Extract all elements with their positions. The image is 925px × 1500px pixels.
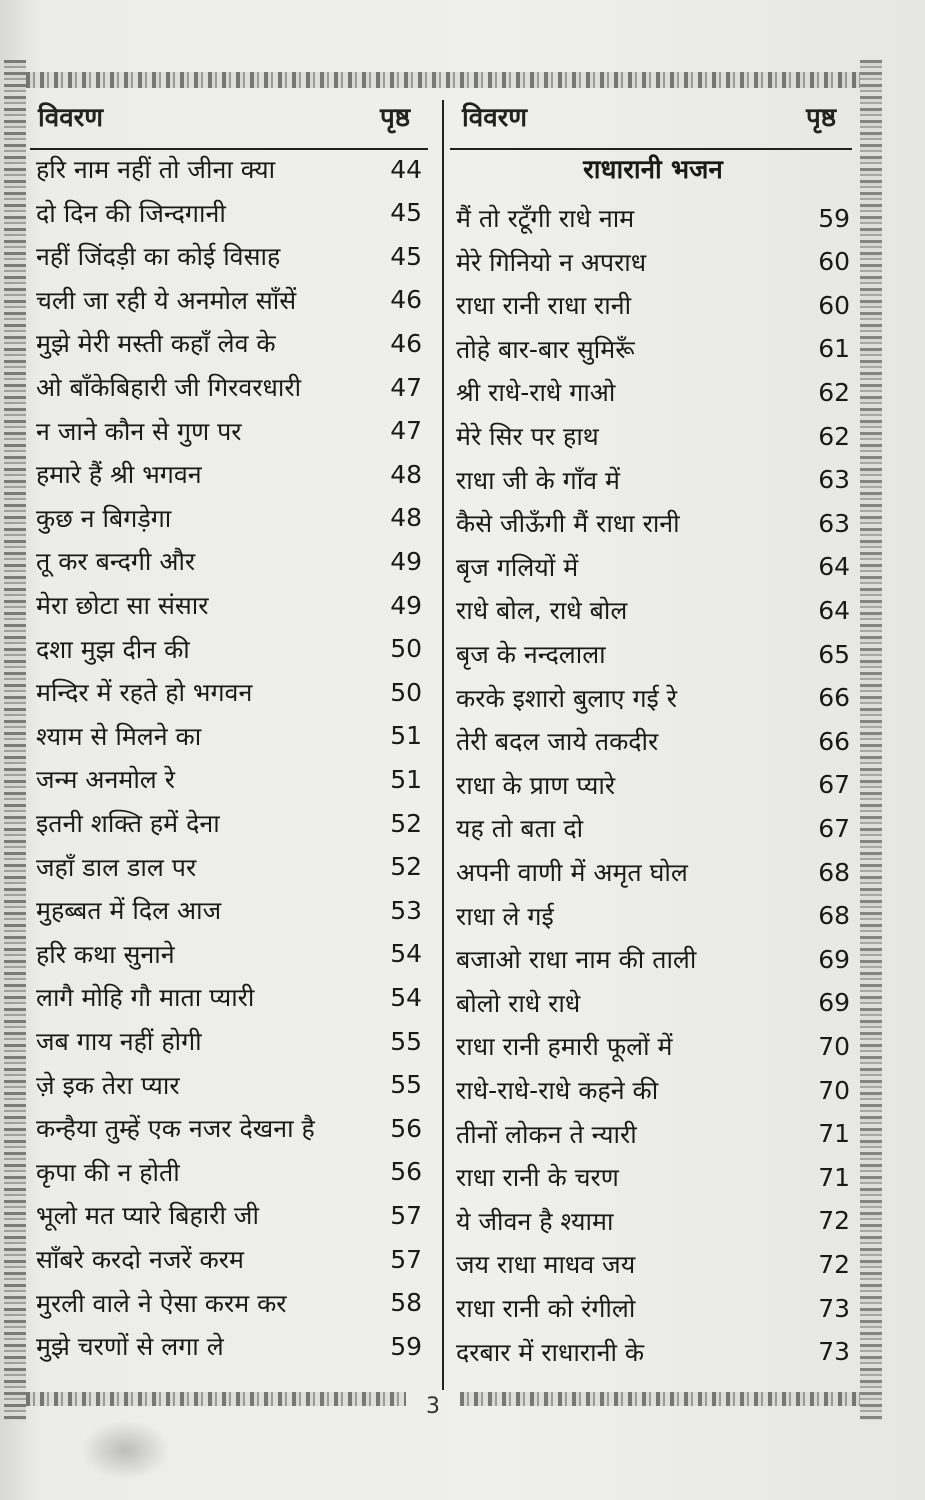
contents-entry xyxy=(36,409,422,453)
entry-title: राधा रानी के चरण xyxy=(456,1163,619,1193)
entry-title: जब गाय नहीं होगी xyxy=(36,1027,202,1056)
contents-entry xyxy=(36,321,422,365)
contents-entry xyxy=(36,757,422,801)
contents-entry xyxy=(36,191,422,235)
entry-page-number: 55 xyxy=(390,1026,422,1056)
entry-title: नहीं जिंदड़ी का कोई विसाह xyxy=(36,242,281,272)
contents-entry xyxy=(456,240,850,284)
entry-title: राधा रानी को रंगीलो xyxy=(456,1294,636,1323)
entry-title: मुझे चरणों से लगा ले xyxy=(36,1332,224,1362)
entry-title: राधे बोल, राधे बोल xyxy=(456,596,628,626)
contents-entry xyxy=(456,283,850,327)
contents-entry xyxy=(456,1024,850,1068)
entry-page-number: 62 xyxy=(818,421,850,451)
contents-entry xyxy=(456,1242,850,1286)
contents-entry xyxy=(36,1237,422,1281)
entry-title: तू कर बन्दगी और xyxy=(36,547,196,577)
entry-title: चली जा रही ये अनमोल साँसें xyxy=(36,285,297,315)
entry-title: हरि नाम नहीं तो जीना क्या xyxy=(36,155,276,184)
entry-title: कन्हैया तुम्हें एक नजर देखना है xyxy=(36,1114,315,1144)
entry-page-number: 64 xyxy=(818,595,850,625)
left-column-title-header: विवरण xyxy=(38,103,104,133)
entry-page-number: 55 xyxy=(390,1070,422,1100)
entry-page-number: 48 xyxy=(390,459,422,489)
entry-page-number: 70 xyxy=(818,1031,850,1061)
entry-page-number: 51 xyxy=(390,721,422,751)
entry-page-number: 72 xyxy=(818,1249,850,1279)
entry-page-number: 67 xyxy=(818,770,850,800)
right-section-title: राधारानी भजन xyxy=(583,155,723,185)
entry-page-number: 63 xyxy=(818,508,850,538)
entry-title: राधे-राधे-राधे कहने की xyxy=(456,1076,659,1105)
contents-entry xyxy=(36,452,422,496)
entry-page-number: 60 xyxy=(818,290,850,320)
entry-title: दो दिन की जिन्दगानी xyxy=(36,198,226,228)
contents-entry xyxy=(456,894,850,938)
entry-page-number: 59 xyxy=(818,203,850,233)
contents-entry xyxy=(36,496,422,540)
contents-entry xyxy=(456,676,850,720)
contents-entry xyxy=(36,627,422,671)
entry-page-number: 60 xyxy=(818,247,850,277)
entry-title: भूलो मत प्यारे बिहारी जी xyxy=(36,1201,259,1231)
contents-entry xyxy=(456,196,850,240)
contents-entry xyxy=(36,888,422,932)
entry-page-number: 66 xyxy=(818,726,850,756)
contents-entry xyxy=(36,1281,422,1325)
entry-title: तीनों लोकन ते न्यारी xyxy=(456,1119,637,1149)
decorative-border-top xyxy=(26,72,860,88)
entry-title: हरि कथा सुनाने xyxy=(36,939,175,969)
entry-page-number: 70 xyxy=(818,1075,850,1105)
entry-page-number: 46 xyxy=(390,285,422,315)
entry-page-number: 51 xyxy=(390,764,422,794)
entry-page-number: 57 xyxy=(390,1200,422,1230)
contents-entry xyxy=(456,1330,850,1374)
entry-page-number: 44 xyxy=(390,154,422,184)
entry-page-number: 72 xyxy=(818,1206,850,1236)
contents-entry xyxy=(36,1324,422,1368)
entry-title: यह तो बता दो xyxy=(456,814,584,844)
entry-title: श्याम से मिलने का xyxy=(36,721,202,751)
entry-page-number: 56 xyxy=(390,1157,422,1187)
contents-entry xyxy=(456,1068,850,1112)
entry-page-number: 66 xyxy=(818,683,850,713)
column-divider xyxy=(442,100,444,1390)
entry-page-number: 64 xyxy=(818,552,850,582)
contents-entry xyxy=(36,365,422,409)
entry-title: लागै मोहि गौ माता प्यारी xyxy=(36,983,255,1013)
entry-title: अपनी वाणी में अमृत घोल xyxy=(456,858,688,887)
decorative-border-left xyxy=(4,60,26,1420)
entry-page-number: 67 xyxy=(818,813,850,843)
contents-entry xyxy=(456,632,850,676)
contents-entry xyxy=(456,414,850,458)
contents-entry xyxy=(36,1150,422,1194)
entry-title: मुरली वाले ने ऐसा करम कर xyxy=(36,1288,287,1318)
entry-title: मेरा छोटा सा संसार xyxy=(36,591,209,620)
entry-title: राधा ले गई xyxy=(456,901,554,931)
entry-title: कुछ न बिगड़ेगा xyxy=(36,503,172,533)
entry-title: कैसे जीऊँगी मैं राधा रानी xyxy=(456,509,680,539)
decorative-border-right xyxy=(860,60,882,1420)
entry-page-number: 53 xyxy=(390,895,422,925)
entry-title: ये जीवन है श्यामा xyxy=(456,1206,614,1236)
entry-title: बजाओ राधा नाम की ताली xyxy=(456,945,697,975)
entry-title: मेरे सिर पर हाथ xyxy=(456,422,599,451)
contents-entry xyxy=(36,234,422,278)
entry-page-number: 45 xyxy=(390,198,422,228)
entry-title: दशा मुझ दीन की xyxy=(36,634,190,664)
entry-page-number: 62 xyxy=(818,377,850,407)
contents-entry xyxy=(456,501,850,545)
entry-title: बोलो राधे राधे xyxy=(456,988,581,1018)
entry-title: राधा रानी हमारी फूलों में xyxy=(456,1032,673,1062)
entry-title: श्री राधे-राधे गाओ xyxy=(456,378,616,408)
entry-title: हमारे हैं श्री भगवन xyxy=(36,460,202,490)
contents-entry xyxy=(456,1155,850,1199)
contents-entry xyxy=(36,1063,422,1107)
contents-entry xyxy=(36,932,422,976)
entry-title: इतनी शक्ति हमें देना xyxy=(36,809,220,838)
contents-entry xyxy=(36,147,422,191)
entry-title: मुहब्बत में दिल आज xyxy=(36,896,222,926)
contents-entry xyxy=(456,937,850,981)
entry-title: तोहे बार-बार सुमिरूँ xyxy=(456,334,635,364)
entry-page-number: 50 xyxy=(390,634,422,664)
contents-entry xyxy=(36,539,422,583)
entry-title: मुझे मेरी मस्ती कहाँ लेव के xyxy=(36,329,276,359)
entry-title: राधा के प्राण प्यारे xyxy=(456,770,616,800)
entry-title: ज़े इक तेरा प्यार xyxy=(36,1070,180,1100)
entry-page-number: 73 xyxy=(818,1293,850,1323)
entry-page-number: 71 xyxy=(818,1119,850,1149)
contents-entry xyxy=(456,719,850,763)
contents-entry xyxy=(456,458,850,502)
entry-page-number: 68 xyxy=(818,857,850,887)
entry-page-number: 46 xyxy=(390,328,422,358)
entry-page-number: 50 xyxy=(390,677,422,707)
contents-entry xyxy=(36,1106,422,1150)
contents-entry xyxy=(36,975,422,1019)
entry-page-number: 45 xyxy=(390,241,422,271)
entry-page-number: 49 xyxy=(390,546,422,576)
right-column-page-header: पृष्ठ xyxy=(806,103,837,133)
contents-entry xyxy=(456,327,850,371)
entry-title: राधा रानी राधा रानी xyxy=(456,291,632,321)
entry-page-number: 71 xyxy=(818,1162,850,1192)
entry-title: मैं तो रटूँगी राधे नाम xyxy=(456,204,635,233)
contents-entry xyxy=(36,1193,422,1237)
right-column-title-header: विवरण xyxy=(462,103,528,133)
contents-entry xyxy=(36,583,422,627)
entry-page-number: 54 xyxy=(390,939,422,969)
entry-page-number: 69 xyxy=(818,988,850,1018)
contents-entry xyxy=(36,670,422,714)
decorative-border-bottom-left xyxy=(26,1392,406,1406)
smudge-mark xyxy=(80,1420,170,1480)
entry-page-number: 52 xyxy=(390,852,422,882)
entry-page-number: 47 xyxy=(390,416,422,446)
entry-title: दरबार में राधारानी के xyxy=(456,1337,645,1367)
entry-page-number: 47 xyxy=(390,372,422,402)
contents-entry xyxy=(456,1112,850,1156)
entry-page-number: 54 xyxy=(390,982,422,1012)
entry-page-number: 73 xyxy=(818,1337,850,1367)
entry-page-number: 59 xyxy=(390,1331,422,1361)
entry-title: ओ बाँकेबिहारी जी गिरवरधारी xyxy=(36,373,302,402)
entry-title: राधा जी के गाँव में xyxy=(456,465,620,495)
entry-title: साँबरे करदो नजरें करम xyxy=(36,1245,244,1274)
entry-title: जय राधा माधव जय xyxy=(456,1250,636,1280)
entry-page-number: 52 xyxy=(390,808,422,838)
contents-entry xyxy=(36,714,422,758)
entry-title: न जाने कौन से गुण पर xyxy=(36,416,242,446)
contents-entry xyxy=(456,588,850,632)
left-column-page-header: पृष्ठ xyxy=(380,103,411,133)
contents-entry xyxy=(36,801,422,845)
contents-entry xyxy=(36,845,422,889)
entry-page-number: 49 xyxy=(390,590,422,620)
contents-entry xyxy=(36,1019,422,1063)
contents-entry xyxy=(36,278,422,322)
contents-entry xyxy=(456,545,850,589)
entry-title: तेरी बदल जाये तकदीर xyxy=(456,727,659,757)
contents-entry xyxy=(456,850,850,894)
entry-title: जन्म अनमोल रे xyxy=(36,765,175,795)
entry-page-number: 56 xyxy=(390,1113,422,1143)
entry-page-number: 63 xyxy=(818,465,850,495)
entry-title: जहाँ डाल डाल पर xyxy=(36,852,197,882)
contents-entry xyxy=(456,1286,850,1330)
contents-entry xyxy=(456,806,850,850)
entry-title: करके इशारो बुलाए गई रे xyxy=(456,683,677,713)
entry-page-number: 57 xyxy=(390,1244,422,1274)
entry-title: मन्दिर में रहते हो भगवन xyxy=(36,678,253,708)
entry-page-number: 48 xyxy=(390,503,422,533)
contents-entry xyxy=(456,1199,850,1243)
contents-entry xyxy=(456,763,850,807)
entry-title: बृज के नन्दलाला xyxy=(456,640,606,669)
entry-page-number: 65 xyxy=(818,639,850,669)
entry-title: मेरे गिनियो न अपराध xyxy=(456,247,647,277)
entry-title: कृपा की न होती xyxy=(36,1157,180,1187)
entry-page-number: 61 xyxy=(818,334,850,364)
page-number: 3 xyxy=(426,1394,440,1419)
contents-entry xyxy=(456,370,850,414)
decorative-border-bottom-right xyxy=(460,1392,860,1406)
contents-entry xyxy=(456,981,850,1025)
entry-page-number: 58 xyxy=(390,1288,422,1318)
entry-page-number: 69 xyxy=(818,944,850,974)
entry-page-number: 68 xyxy=(818,901,850,931)
entry-title: बृज गलियों में xyxy=(456,552,579,582)
